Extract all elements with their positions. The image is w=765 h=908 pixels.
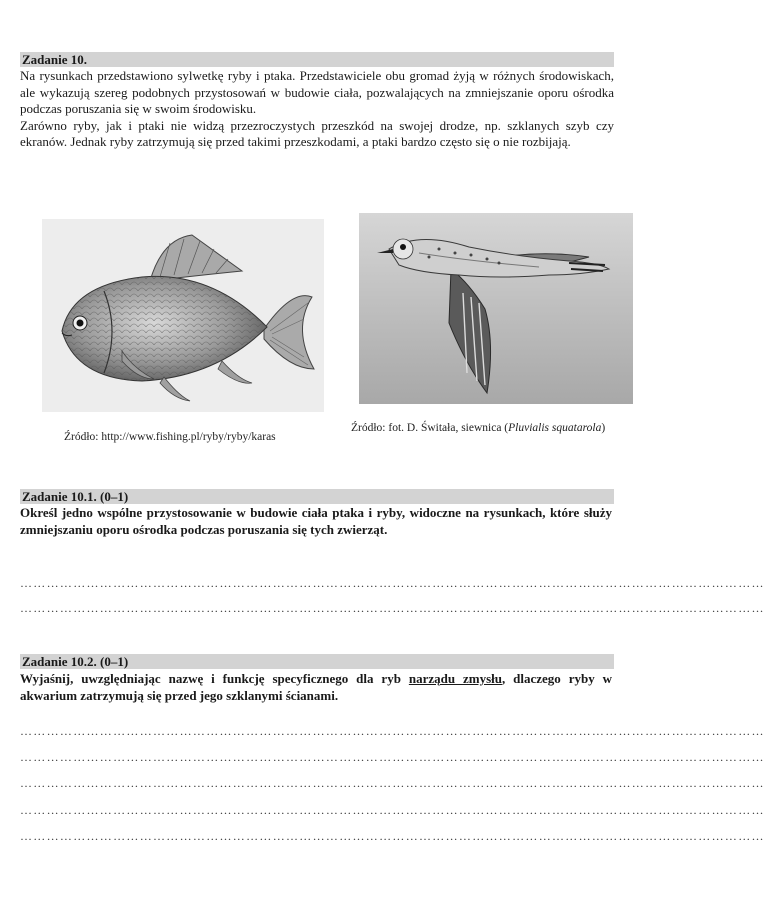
q2-text [20,671,612,704]
intro-paragraph-2: Zarówno ryby, jak i ptaki nie widzą przezroczystych przeszkód na swojej drodze, np. szklanych szyb czy ekranów. Jednak ryby zatrzymują się przed takimi przeszkodami, a ptaki bardzo często się o nie rozbijają. [20,117,614,149]
task-header-bar [20,52,614,67]
bird-caption-suffix: ) [601,422,606,434]
q2-answer-line-5[interactable]: …………………………………………………………………………………………………………………………………………………… [20,829,765,843]
q1-title: Zadanie 10.1. (0–1) [22,489,129,504]
bird-source-caption [351,422,605,434]
fish-image [42,219,324,412]
task-title: Zadanie 10. [22,52,88,67]
q1-answer-line-2[interactable]: …………………………………………………………………………………………………………………………………………………… [20,601,765,615]
bird-image [359,213,633,404]
q2-title: Zadanie 10.2. (0–1) [22,654,129,669]
q1-answer-line-1[interactable]: …………………………………………………………………………………………………………………………………………………… [20,576,765,590]
q2-header-bar [20,654,614,669]
q1-header-bar [20,489,614,504]
q2-answer-line-3[interactable]: …………………………………………………………………………………………………………………………………………………… [20,776,765,790]
q2-answer-line-4[interactable]: …………………………………………………………………………………………………………………………………………………… [20,803,765,817]
q1-text: Określ jedno wspólne przystosowanie w budowie ciała ptaka i ryby, widoczne na rysunkach, które służy zmniejszaniu oporu ośrodka podczas poruszania się tych zwierząt. [20,505,612,537]
q2-answer-line-1[interactable]: …………………………………………………………………………………………………………………………………………………… [20,724,765,738]
q2-text-before: Wyjaśnij, uwzględniając nazwę i funkcję specyficznego dla ryb [20,671,409,686]
fish-source-caption: Źródło: http://www.fishing.pl/ryby/ryby/karas [64,431,276,443]
bird-caption-prefix: Źródło: fot. D. Świtała, siewnica ( [351,422,509,434]
intro-paragraph-1: Na rysunkach przedstawiono sylwetkę ryby i ptaka. Przedstawiciele obu gromad żyją w różnych środowiskach, ale wykazują szereg podobnych przystosowań w budowie ciała, pozwalających na zmniejszanie oporu ośrodka podczas poruszania się w swoim środowisku. [20,68,614,116]
q2-text-after: , dlaczego ryby w akwarium zatrzymują się przed jego szklanymi ścianami. [20,671,612,703]
q2-answer-line-2[interactable]: …………………………………………………………………………………………………………………………………………………… [20,750,765,764]
task-intro [20,68,614,151]
bird-caption-species: Pluvialis squatarola [508,422,602,434]
q2-text-underlined: narządu zmysłu [408,671,502,686]
